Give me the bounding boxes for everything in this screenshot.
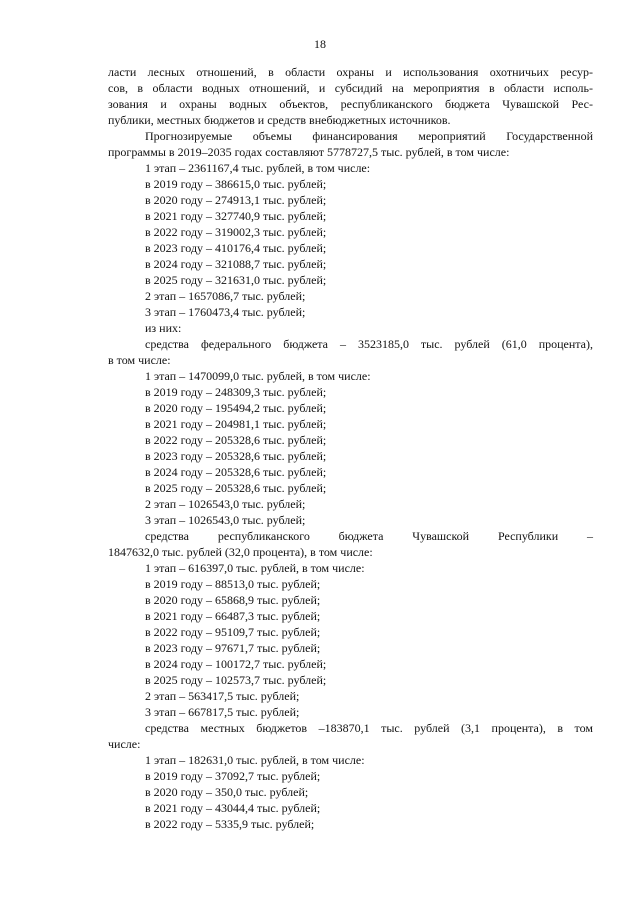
year-line: в 2024 году – 205328,6 тыс. рублей; (145, 465, 327, 479)
year-line: в 2023 году – 205328,6 тыс. рублей; (145, 449, 327, 463)
year-line: в 2021 году – 204981,1 тыс. рублей; (145, 417, 327, 431)
year-line: в 2025 году – 102573,7 тыс. рублей; (145, 673, 327, 687)
text-line: 1847632,0 тыс. рублей (32,0 процента), в том числе: (108, 545, 373, 559)
text-line: публики, местных бюджетов и средств внебюджетных источников. (108, 113, 451, 127)
year-line: в 2020 году – 65868,9 тыс. рублей; (145, 593, 321, 607)
year-line: в 2019 году – 37092,7 тыс. рублей; (145, 769, 321, 783)
text-line: сов, в области водных отношений, и субсидий на мероприятия в области исполь- (108, 81, 593, 95)
year-line: в 2022 году – 95109,7 тыс. рублей; (145, 625, 321, 639)
stage-line: 3 этап – 1760473,4 тыс. рублей; (145, 305, 306, 319)
text-line: средства республиканского бюджета Чувашской Республики – (145, 529, 593, 543)
page-number: 18 (314, 37, 326, 51)
stage-line: 2 этап – 1026543,0 тыс. рублей; (145, 497, 306, 511)
year-line: в 2025 году – 205328,6 тыс. рублей; (145, 481, 327, 495)
year-line: в 2021 году – 66487,3 тыс. рублей; (145, 609, 321, 623)
text-line: ласти лесных отношений, в области охраны и использования охотничьих ресур- (108, 65, 593, 79)
year-line: в 2020 году – 195494,2 тыс. рублей; (145, 401, 327, 415)
document-body (108, 64, 593, 832)
year-line: в 2019 году – 248309,3 тыс. рублей; (145, 385, 327, 399)
stage-line: 1 этап – 182631,0 тыс. рублей, в том числе: (145, 753, 365, 767)
year-line: в 2024 году – 321088,7 тыс. рублей; (145, 257, 327, 271)
stage-line: 2 этап – 1657086,7 тыс. рублей; (145, 289, 306, 303)
text-line: Прогнозируемые объемы финансирования мероприятий Государственной (145, 129, 593, 143)
stage-line: 3 этап – 1026543,0 тыс. рублей; (145, 513, 306, 527)
year-line: в 2022 году – 205328,6 тыс. рублей; (145, 433, 327, 447)
year-line: в 2021 году – 43044,4 тыс. рублей; (145, 801, 321, 815)
year-line: в 2024 году – 100172,7 тыс. рублей; (145, 657, 327, 671)
text-line: средства местных бюджетов –183870,1 тыс. рублей (3,1 процента), в том (145, 721, 593, 735)
year-line: в 2025 году – 321631,0 тыс. рублей; (145, 273, 327, 287)
year-line: в 2020 году – 350,0 тыс. рублей; (145, 785, 309, 799)
stage-line: 1 этап – 2361167,4 тыс. рублей, в том числе: (145, 161, 371, 175)
text-line: средства федерального бюджета – 3523185,0 тыс. рублей (61,0 процента), (145, 337, 593, 351)
text-line: из них: (145, 321, 182, 335)
text-line: зования и охраны водных объектов, республиканского бюджета Чувашской Рес- (108, 97, 593, 111)
year-line: в 2019 году – 88513,0 тыс. рублей; (145, 577, 321, 591)
text-line: в том числе: (108, 353, 171, 367)
year-line: в 2020 году – 274913,1 тыс. рублей; (145, 193, 327, 207)
stage-line: 1 этап – 1470099,0 тыс. рублей, в том числе: (145, 369, 371, 383)
stage-line: 2 этап – 563417,5 тыс. рублей; (145, 689, 300, 703)
year-line: в 2022 году – 319002,3 тыс. рублей; (145, 225, 327, 239)
stage-line: 1 этап – 616397,0 тыс. рублей, в том числе: (145, 561, 365, 575)
year-line: в 2022 году – 5335,9 тыс. рублей; (145, 817, 315, 831)
year-line: в 2023 году – 410176,4 тыс. рублей; (145, 241, 327, 255)
year-line: в 2021 году – 327740,9 тыс. рублей; (145, 209, 327, 223)
year-line: в 2023 году – 97671,7 тыс. рублей; (145, 641, 321, 655)
stage-line: 3 этап – 667817,5 тыс. рублей; (145, 705, 300, 719)
text-line: числе: (108, 737, 141, 751)
text-line: программы в 2019–2035 годах составляют 5778727,5 тыс. рублей, в том числе: (108, 145, 510, 159)
year-line: в 2019 году – 386615,0 тыс. рублей; (145, 177, 327, 191)
